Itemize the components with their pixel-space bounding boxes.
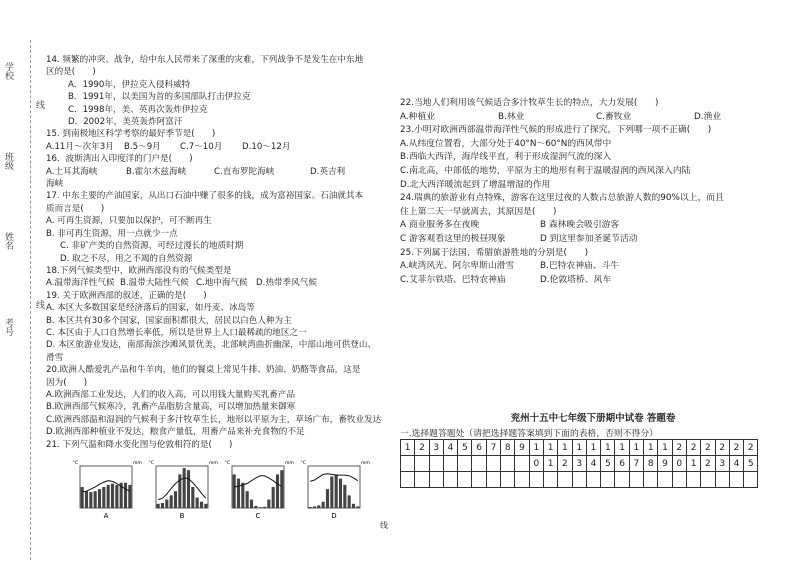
answer-number-cell: 8 — [501, 440, 515, 456]
temperature-line — [310, 474, 358, 482]
answer-option: C.畜牧业 — [596, 111, 632, 122]
answer-option: C.7～10月 — [180, 141, 223, 152]
precipitation-unit-label: mm — [209, 461, 218, 466]
precipitation-bar — [276, 474, 279, 508]
precipitation-bar — [157, 504, 160, 508]
question-text-line: D. 取之不尽，用之不竭的自然资源 — [60, 253, 193, 264]
temperature-unit-label: °C — [300, 461, 306, 466]
precipitation-bar — [187, 470, 190, 508]
temperature-unit-label: °C — [72, 461, 78, 466]
answer-table-number-row-2 — [401, 456, 758, 472]
question-text-line: D.欧洲西部种植业不发达，粮食产量低，用畜产品来补充食物的不足 — [46, 427, 305, 438]
question-text-line: A.欧洲西部工业发达，人们的收入高，可以用钱大量购买乳畜产品 — [46, 389, 296, 400]
answer-input-cell[interactable] — [715, 472, 729, 488]
name-label: 姓名 — [3, 232, 13, 250]
precipitation-bar — [263, 507, 266, 508]
precipitation-unit-label: mm — [361, 461, 370, 466]
binding-margin — [0, 0, 44, 562]
precipitation-bar — [309, 507, 312, 508]
answer-number-cell: 1 — [401, 440, 415, 456]
answer-number-cell: 7 — [629, 456, 643, 472]
answer-number-cell: 7 — [486, 440, 500, 456]
precipitation-bar — [115, 485, 118, 508]
answer-number-cell: 1 — [644, 440, 658, 456]
answer-input-cell[interactable] — [658, 472, 672, 488]
precipitation-bar — [241, 483, 244, 508]
precipitation-bar — [102, 487, 105, 508]
answer-option: C.艾菲尔铁塔、巴特农神庙 — [400, 274, 506, 285]
precipitation-bar — [204, 504, 207, 508]
question-text-line: 质而言是( ) — [46, 203, 105, 214]
precipitation-bar — [330, 477, 333, 509]
answer-number-cell: 2 — [415, 440, 429, 456]
answer-number-cell: 2 — [729, 440, 743, 456]
precipitation-bar — [326, 489, 329, 508]
question-text-line: B. 非可再生资源，用一点就少一点 — [46, 228, 178, 239]
answer-number-cell — [415, 456, 429, 472]
answer-input-cell[interactable] — [543, 472, 557, 488]
precipitation-bar — [98, 489, 101, 508]
answer-input-cell[interactable] — [501, 472, 515, 488]
answer-number-cell: 9 — [515, 440, 529, 456]
answer-option: D.渔业 — [694, 111, 722, 122]
answer-option: B.林业 — [498, 111, 525, 122]
question-text-line: C．1998年，美、英再次轰炸伊拉克 — [68, 104, 208, 115]
question-text-line: C.南北高，中部低的地势，平原为主的地形有利于温暖湿润的西风深入内陆 — [400, 165, 691, 176]
answer-number-cell: 3 — [572, 456, 586, 472]
question-options-line — [400, 111, 786, 125]
answer-input-cell[interactable] — [415, 472, 429, 488]
answer-number-cell: 6 — [615, 456, 629, 472]
answer-option: A.土耳其海峡 — [46, 166, 98, 177]
question-text-line: 滑雪 — [46, 352, 64, 363]
question-text-line: B.西临大西洋，海岸线平直，利于形成湿润气流的深入 — [400, 152, 612, 163]
answer-number-cell — [486, 456, 500, 472]
answer-number-cell: 1 — [572, 440, 586, 456]
answer-number-cell — [472, 456, 486, 472]
answer-option: C.地中海气候 — [196, 278, 248, 289]
answer-number-cell — [429, 456, 443, 472]
precipitation-bar — [246, 491, 249, 508]
answer-number-cell: 4 — [729, 456, 743, 472]
answer-number-cell: 4 — [586, 456, 600, 472]
precipitation-bar — [348, 495, 351, 508]
precipitation-bar — [272, 487, 275, 508]
answer-option: D.热带季风气候 — [256, 278, 317, 289]
answer-input-cell[interactable] — [515, 472, 529, 488]
precipitation-unit-label: mm — [133, 461, 142, 466]
precipitation-bar — [191, 487, 194, 508]
climate-chart-label: B — [179, 512, 185, 520]
answer-number-cell: 2 — [672, 440, 686, 456]
answer-number-cell: 1 — [529, 440, 543, 456]
answer-number-cell: 1 — [586, 440, 600, 456]
question-text-line: 14. 频繁的冲突、战争，给中东人民带来了深重的灾难，下列战争不是发生在中东地 — [46, 55, 364, 65]
answer-table — [400, 439, 758, 488]
answer-number-cell: 2 — [558, 456, 572, 472]
answer-option: D.10～12月 — [242, 141, 291, 152]
answer-option: D 到这里参加圣诞节活动 — [540, 233, 638, 244]
answer-input-cell[interactable] — [672, 472, 686, 488]
precipitation-bar — [343, 485, 346, 508]
precipitation-bar — [170, 495, 173, 508]
answer-input-cell[interactable] — [572, 472, 586, 488]
precipitation-bar — [280, 470, 283, 508]
question-text-line: A．1990年，伊拉克入侵科威特 — [68, 79, 191, 90]
precipitation-bar — [237, 479, 240, 508]
precipitation-bar — [161, 503, 164, 508]
precipitation-bar — [196, 498, 199, 509]
answer-input-cell[interactable] — [586, 472, 600, 488]
question-text-line: A. 可再生资源，只要加以保护，可不断再生 — [46, 216, 212, 227]
temperature-line — [234, 476, 282, 487]
school-label: 学校 — [3, 62, 13, 80]
precipitation-bar — [89, 492, 92, 508]
question-text-line: 15. 到南极地区科学考察的最好季节是( ) — [46, 129, 216, 140]
answer-number-cell: 3 — [429, 440, 443, 456]
answer-input-cell[interactable] — [615, 472, 629, 488]
question-text-line: 25.下列属于法国、希腊旅游胜地的分别是( ) — [400, 247, 588, 258]
answer-number-cell: 1 — [543, 440, 557, 456]
answer-sheet-instruction: 一.选择题答题处（请把选择题答案填到下面的表格，否则不得分） — [400, 429, 658, 439]
answer-number-cell: 1 — [629, 440, 643, 456]
answer-input-cell[interactable] — [429, 472, 443, 488]
question-text-line: 19. 关于欧洲西部的叙述，正确的是( ) — [46, 290, 207, 301]
question-options-line — [46, 277, 386, 289]
center-line-mark: 线 — [380, 521, 388, 530]
precipitation-bar — [111, 484, 114, 508]
precipitation-bar — [94, 491, 97, 508]
answer-input-cell[interactable] — [529, 472, 543, 488]
answer-input-cell[interactable] — [401, 472, 415, 488]
answer-input-cell[interactable] — [729, 472, 743, 488]
precipitation-bar — [183, 468, 186, 508]
answer-table-answer-row — [401, 472, 758, 488]
answer-option: A 商业服务多在夜晚 — [400, 220, 480, 231]
precipitation-bar — [124, 483, 127, 508]
answer-number-cell: 2 — [701, 456, 715, 472]
answer-number-cell: 6 — [472, 440, 486, 456]
precipitation-bar — [339, 479, 342, 508]
answer-number-cell: 0 — [529, 456, 543, 472]
left-question-column — [46, 54, 386, 451]
answer-number-cell: 1 — [615, 440, 629, 456]
precipitation-bar — [254, 506, 257, 508]
answer-table-number-row-1 — [401, 440, 758, 456]
precipitation-bar — [165, 500, 168, 508]
answer-option: A.种植业 — [400, 111, 436, 122]
answer-option: B.巴特农神庙、斗牛 — [540, 261, 620, 272]
right-question-column — [400, 97, 786, 287]
answer-option: C 游客观看这里的极昼现象 — [400, 233, 506, 244]
climate-chart-frame — [308, 466, 360, 508]
binding-dashed-line — [30, 40, 31, 560]
answer-option: B.温带大陆性气候 — [120, 278, 189, 289]
climate-chart-label: D — [331, 512, 337, 520]
line-mark-2: 线 — [34, 300, 44, 309]
precipitation-bar — [250, 500, 253, 508]
answer-input-cell[interactable] — [701, 472, 715, 488]
precipitation-bar — [356, 506, 359, 508]
precipitation-bar — [233, 474, 236, 508]
precipitation-bar — [128, 485, 131, 508]
question-options-line — [400, 274, 786, 288]
answer-number-cell — [515, 456, 529, 472]
climate-charts-svg — [70, 458, 370, 522]
question-text-line: B. 本区共有30多个国家，国家面积都很大，居民以白色人种为主 — [46, 315, 292, 326]
answer-number-cell — [501, 456, 515, 472]
answer-number-cell: 8 — [644, 456, 658, 472]
question-text-line: A. 本区大多数国家是经济落后的国家，如丹麦、冰岛等 — [46, 303, 255, 314]
answer-number-cell — [401, 456, 415, 472]
precipitation-bar — [200, 502, 203, 508]
question-options-line — [400, 219, 786, 233]
precipitation-bar — [85, 491, 88, 508]
answer-number-cell: 2 — [686, 440, 700, 456]
precipitation-bar — [322, 502, 325, 508]
answer-input-cell[interactable] — [443, 472, 457, 488]
question-text-line: C.欧洲西部温和湿润的气候利于多汁牧草生长，地形以平原为主，草场广布，畜牧业发达 — [46, 414, 382, 425]
answer-option: A.峡湾风光、阿尔卑斯山滑雪 — [400, 261, 515, 272]
answer-number-cell: 1 — [543, 456, 557, 472]
question-text-line: A.从纬度位置看，大部分处于40°N～60°N的西风带中 — [400, 138, 612, 149]
answer-option: A.温带海洋性气候 — [46, 278, 115, 289]
question-text-line: 16．波斯湾出入印度洋的门户是( ) — [46, 154, 193, 165]
answer-input-cell[interactable] — [629, 472, 643, 488]
class-label: 班级 — [3, 152, 13, 170]
question-text-line: 17. 中东主要的产油国家，从出口石油中赚了很多的钱，成为富裕国家。石油就其本 — [46, 191, 364, 202]
answer-sheet-title: 兖州十五中七年级下册期中试卷 答题卷 — [510, 413, 676, 424]
precipitation-bar — [259, 507, 262, 508]
temperature-unit-label: °C — [224, 461, 230, 466]
precipitation-bar — [317, 505, 320, 508]
answer-number-cell: 2 — [715, 440, 729, 456]
answer-number-cell: 0 — [672, 456, 686, 472]
question-text-line: B.欧洲西部气候寒冷，乳畜产品脂肪含量高，可以增加热量来御寒 — [46, 402, 296, 413]
question-text-line: 区的是( ) — [46, 67, 96, 78]
question-text-line: 22.当地人们利用该气候适合多汁牧草生长的特点，大力发展( ) — [400, 98, 659, 108]
precipitation-bar — [352, 504, 355, 508]
question-text-line: 因为( ) — [46, 377, 88, 388]
question-options-line — [46, 166, 386, 178]
question-text-line: 23.小明对欧洲西部温带海洋性气候的形成进行了探究，下列哪一项不正确( ) — [400, 125, 712, 136]
answer-input-cell[interactable] — [644, 472, 658, 488]
question-text-line: 海峡 — [46, 179, 64, 190]
climate-chart-label: A — [103, 512, 109, 520]
question-text-line: 24.瑞典的旅游业有点特殊，游客在这里过夜的人数占总旅游人数的90%以上，而且 — [400, 193, 724, 204]
answer-input-cell[interactable] — [486, 472, 500, 488]
climate-chart-label: C — [255, 512, 261, 520]
line-mark-1: 线 — [34, 100, 44, 109]
climate-chart-group — [70, 458, 370, 522]
precipitation-bar — [174, 491, 177, 508]
question-options-line — [400, 260, 786, 274]
answer-number-cell: 1 — [686, 456, 700, 472]
answer-option: C.直布罗陀海峡 — [214, 166, 275, 177]
answer-number-cell: 4 — [443, 440, 457, 456]
answer-number-cell: 2 — [701, 440, 715, 456]
answer-input-cell[interactable] — [601, 472, 615, 488]
exam-number-label: 考号 — [3, 318, 13, 336]
answer-input-cell[interactable] — [686, 472, 700, 488]
precipitation-bar — [107, 485, 110, 508]
answer-option: B.5～9月 — [124, 141, 161, 152]
question-text-line: 住上第二天一早就离去，其原因是( ) — [400, 206, 557, 217]
question-options-line — [400, 233, 786, 247]
temperature-line — [158, 478, 206, 500]
answer-number-cell: 9 — [658, 456, 672, 472]
question-text-line: D.北大西洋暖流起到了增温增湿的作用 — [400, 179, 551, 190]
answer-number-cell: 5 — [601, 456, 615, 472]
question-text-line: 21. 下列气温和降水变化图与伦敦相符的是( ) — [46, 439, 233, 450]
answer-input-cell[interactable] — [744, 472, 758, 488]
answer-option: A.11月～次年3月 — [46, 141, 114, 152]
precipitation-unit-label: mm — [285, 461, 294, 466]
answer-number-cell: 5 — [458, 440, 472, 456]
answer-number-cell: 1 — [601, 440, 615, 456]
question-text-line: 20.欧洲人酷爱乳产品和牛羊肉，他们的餐桌上常见牛排、奶油、奶酪等食品，这是 — [46, 365, 361, 376]
precipitation-bar — [313, 506, 316, 508]
answer-number-cell — [458, 456, 472, 472]
answer-input-cell[interactable] — [458, 472, 472, 488]
question-text-line: 18.下列气候类型中，欧洲西部没有的气候类型是 — [46, 265, 232, 276]
answer-option: B 森林晚会吸引游客 — [540, 220, 620, 231]
answer-option: D.英吉利 — [310, 166, 346, 177]
answer-number-cell: 5 — [744, 456, 758, 472]
precipitation-bar — [267, 500, 270, 508]
question-text-line: D. 本区旅游业发达，南部海滨沙滩风景优美，北部峡湾曲折幽深，中部山地可供登山、 — [46, 340, 377, 351]
answer-number-cell: 1 — [658, 440, 672, 456]
question-text-line: D．2002年，美英轰炸阿富汗 — [68, 117, 183, 128]
answer-option: B.霍尔木兹海峡 — [126, 166, 187, 177]
question-text-line: B．1991年，以美国为首的多国部队打击伊拉克 — [68, 92, 251, 103]
question-options-line — [46, 141, 386, 153]
answer-number-cell: 3 — [715, 456, 729, 472]
precipitation-bar — [335, 474, 338, 508]
answer-option: D.伦敦塔桥、风车 — [540, 274, 612, 285]
temperature-unit-label: °C — [148, 461, 154, 466]
answer-number-cell — [443, 456, 457, 472]
precipitation-bar — [81, 487, 84, 508]
question-text-line: C. 本区由于人口自然增长率低，所以是世界上人口最稀疏的地区之一 — [46, 327, 307, 338]
answer-number-cell: 2 — [744, 440, 758, 456]
question-text-line: C. 非矿产类的自然资源，可经过漫长的地质时期 — [60, 241, 244, 252]
answer-input-cell[interactable] — [472, 472, 486, 488]
answer-number-cell: 1 — [558, 440, 572, 456]
answer-input-cell[interactable] — [558, 472, 572, 488]
